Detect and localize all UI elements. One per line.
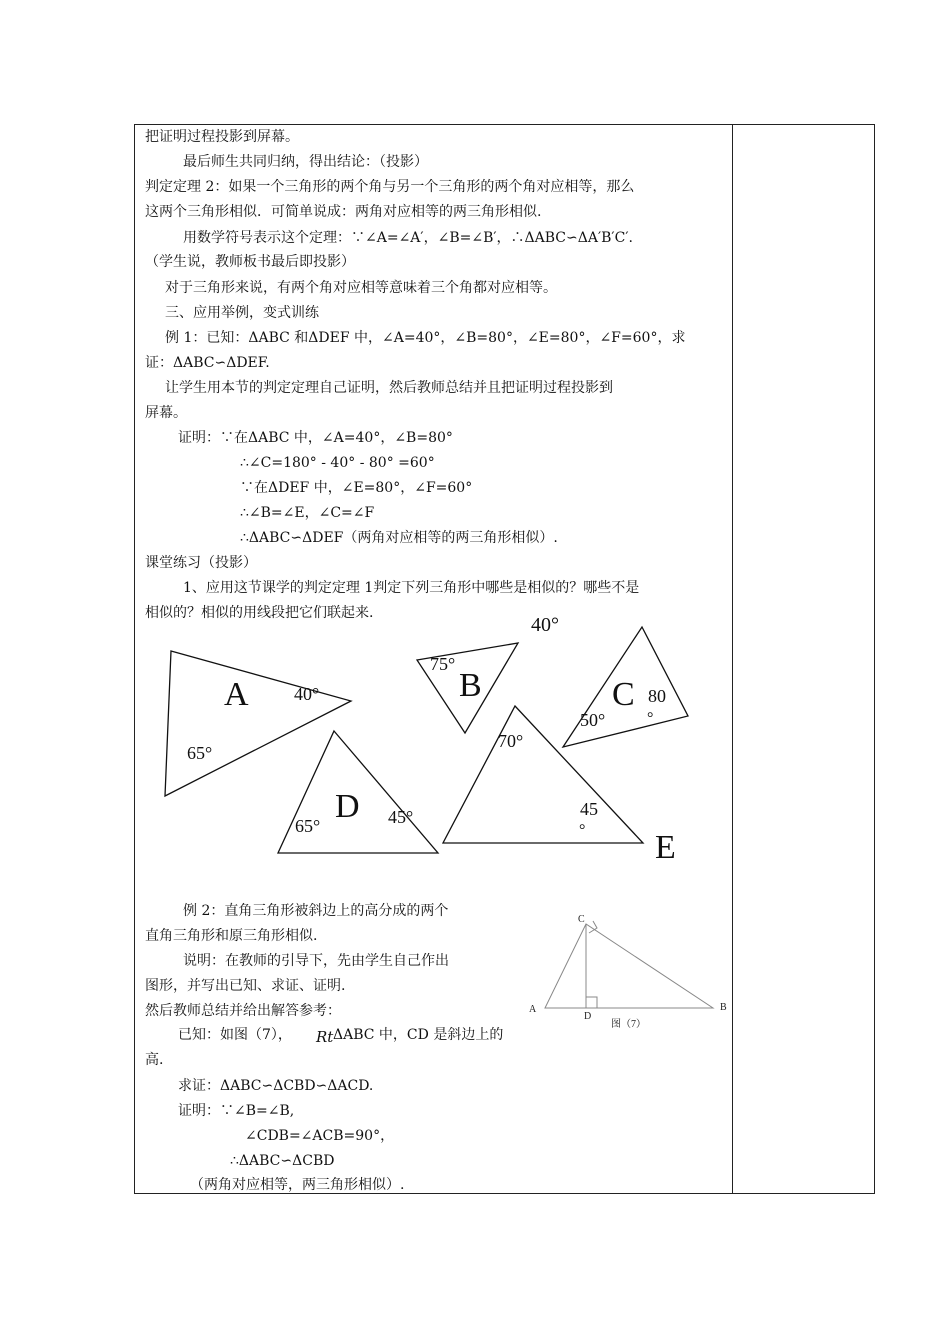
text-line: （学生说，教师板书最后即投影） [145, 254, 355, 270]
text-line: 例 2：直角三角形被斜边上的高分成的两个 [183, 903, 449, 919]
text-line: 说明：在教师的引导下，先由学生自己作出 [183, 953, 449, 969]
text-line: 例 1：已知：ΔABC 和ΔDEF 中，∠A=40°，∠B=80°，∠E=80°，∠F=60°，求 [165, 330, 686, 346]
text-line: 相似的？相似的用线段把它们联起来. [145, 605, 374, 621]
text-line: 证明：∵在ΔABC 中，∠A=40°，∠B=80° [178, 430, 453, 446]
angle-label: 75° [430, 654, 456, 674]
text-line: 把证明过程投影到屏幕。 [145, 129, 299, 145]
text-line: 直角三角形和原三角形相似. [145, 928, 318, 944]
vertex-c-label: C [578, 914, 585, 925]
text-line: 这两个三角形相似．可简单说成：两角对应相等的两三角形相似. [145, 204, 542, 220]
text-line: ∴ΔABC∽ΔDEF（两角对应相等的两三角形相似）. [240, 530, 558, 546]
text-line: 判定定理 2：如果一个三角形的两个角与另一个三角形的两个角对应相等，那么 [145, 179, 635, 195]
vertex-a-label: A [529, 1004, 537, 1015]
text-line: 最后师生共同归纳，得出结论：（投影） [183, 154, 428, 170]
text-line: ∴∠C=180° - 40° - 80° =60° [240, 455, 435, 471]
text-line: 课堂练习（投影） [145, 555, 257, 571]
text-line: 让学生用本节的判定定理自己证明，然后教师总结并且把证明过程投影到 [165, 380, 613, 396]
text-line: 证明：∵∠B=∠B, [178, 1103, 295, 1119]
text-line: ΔABC 中，CD 是斜边上的 [333, 1027, 504, 1043]
angle-label: 45° [388, 807, 414, 827]
triangle-b-label: B [459, 667, 482, 704]
text-line: 对于三角形来说，有两个角对应相等意味着三个角都对应相等。 [165, 280, 557, 296]
angle-label: 65° [187, 743, 213, 763]
figure-7 [520, 908, 735, 1036]
text-line: 三、应用举例，变式训练 [165, 305, 319, 321]
text-line: ∠CDB=∠ACB=90°， [245, 1128, 395, 1144]
angle-label: 45 [580, 799, 598, 819]
text-line: 图形，并写出已知、求证、证明. [145, 978, 346, 994]
triangle-e-label: E [655, 829, 676, 866]
triangle-e [443, 706, 643, 843]
text-line: 证：ΔABC∽ΔDEF. [145, 355, 270, 371]
text-line: 1、应用这节课学的判定定理 1判定下列三角形中哪些是相似的？哪些不是 [183, 580, 640, 596]
text-line: 用数学符号表示这个定理：∵∠A=∠A′，∠B=∠B′，∴ΔABC∽ΔA′B′C′. [183, 230, 633, 246]
angle-label: 65° [295, 816, 321, 836]
angle-label: 80 [648, 686, 666, 706]
angle-label: 70° [498, 731, 524, 751]
triangles-figure [150, 608, 690, 873]
text-line: 已知：如图（7）， [178, 1027, 292, 1043]
triangle-c-label: C [612, 676, 635, 713]
text-line: 高. [145, 1052, 164, 1068]
rt-label: Rt [316, 1028, 334, 1046]
degree-label: ° [579, 822, 586, 839]
vertex-d-label: D [584, 1011, 592, 1022]
text-line: ∵在ΔDEF 中，∠E=80°，∠F=60° [240, 480, 473, 496]
angle-label: 50° [580, 710, 606, 730]
triangle-a-label: A [224, 676, 249, 713]
text-line: ∴∠B=∠E，∠C=∠F [240, 505, 375, 521]
triangle-d-label: D [335, 788, 360, 825]
text-line: 然后教师总结并给出解答参考： [145, 1003, 341, 1019]
triangle-a [165, 651, 351, 796]
text-line: 屏幕。 [145, 405, 187, 421]
text-line: ∴ΔABC∽ΔCBD [230, 1153, 335, 1169]
angle-label: 40° [294, 684, 320, 704]
vertex-b-label: B [720, 1002, 727, 1013]
degree-label: ° [647, 710, 654, 727]
text-line: （两角对应相等，两三角形相似）. [190, 1177, 405, 1193]
angle-label: 40° [531, 614, 559, 636]
text-line: 求证：ΔABC∽ΔCBD∽ΔACD. [178, 1078, 374, 1094]
figure-caption: 图（7） [611, 1019, 646, 1030]
